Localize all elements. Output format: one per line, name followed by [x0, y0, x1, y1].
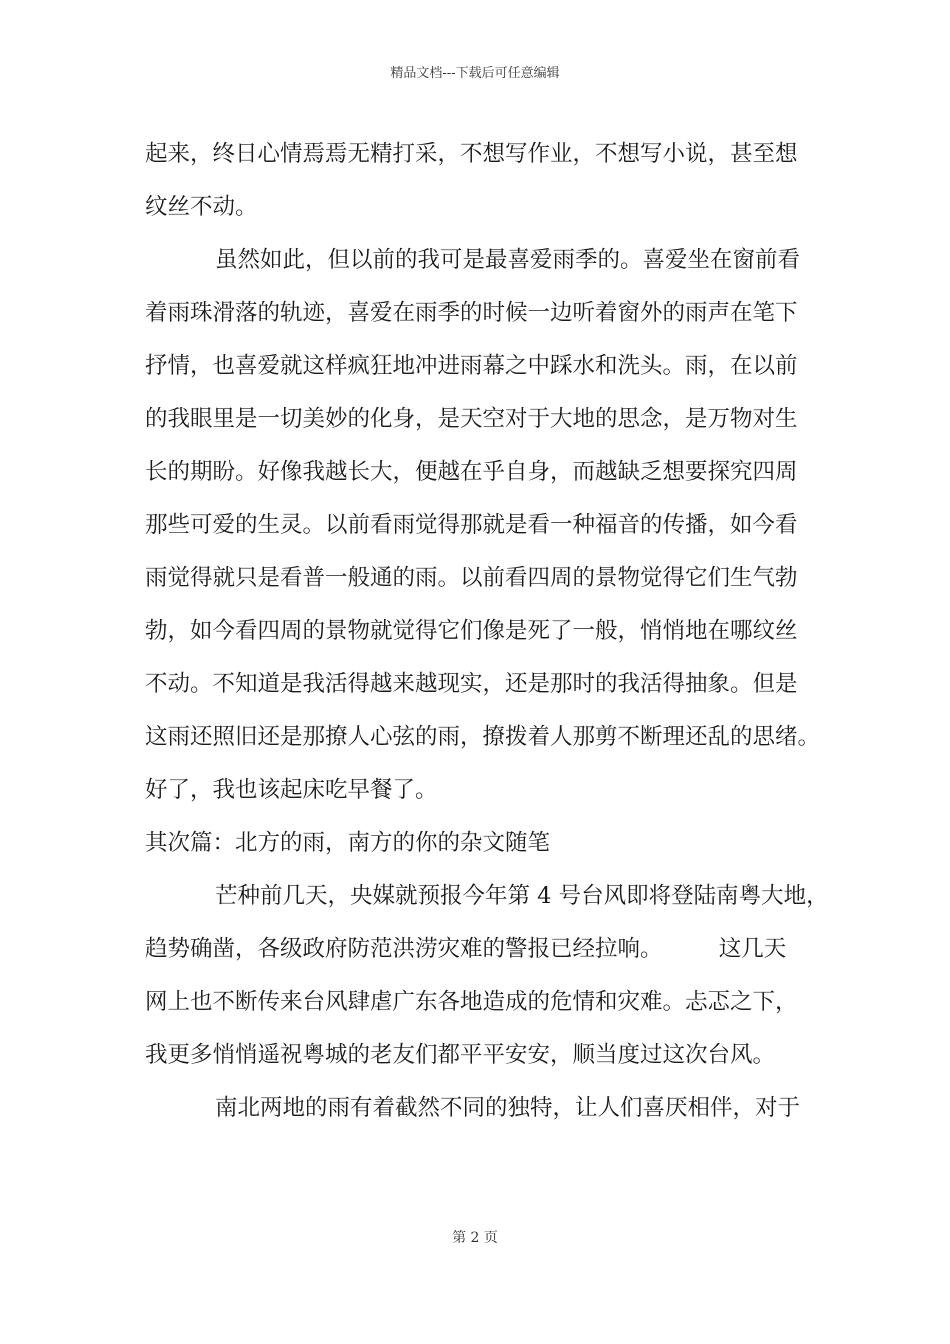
page-number: 第 2 页	[452, 1230, 498, 1246]
text-line: 不动。不知道是我活得越来越现实，还是那时的我活得抽象。但是	[145, 671, 798, 697]
text-line: 纹丝不动。	[145, 194, 258, 220]
text-line: 雨觉得就只是看普一般通的雨。以前看四周的景物觉得它们生气勃	[145, 565, 798, 591]
text-line: 着雨珠滑落的轨迹，喜爱在雨季的时候一边听着窗外的雨声在笔下	[145, 300, 798, 326]
text-line: 芒种前几天，央媒就预报今年第 4 号台风即将登陆南粤大地，	[215, 883, 829, 909]
text-line: 抒情，也喜爱就这样疯狂地冲进雨幕之中踩水和洗头。雨，在以前	[145, 353, 798, 379]
text-line: 长的期盼。好像我越长大，便越在乎自身，而越缺乏想要探究四周	[145, 459, 798, 485]
section-heading: 其次篇：北方的雨，南方的你的杂文随笔	[145, 830, 551, 856]
text-line: 南北两地的雨有着截然不同的独特，让人们喜厌相伴，对于	[215, 1095, 801, 1121]
text-line: 那些可爱的生灵。以前看雨觉得那就是看一种福音的传播，如今看	[145, 512, 798, 538]
text-line: 的我眼里是一切美妙的化身，是天空对于大地的思念，是万物对生	[145, 406, 798, 432]
text-line: 起来，终日心情焉焉无精打采，不想写作业，不想写小说，甚至想	[145, 141, 798, 167]
text-line: 这雨还照旧还是那撩人心弦的雨，撩拨着人那剪不断理还乱的思绪。	[145, 724, 821, 750]
text-line: 虽然如此，但以前的我可是最喜爱雨季的。喜爱坐在窗前看	[215, 247, 801, 273]
body-text	[145, 128, 829, 1135]
text-line: 我更多悄悄遥祝粤城的老友们都平平安安，顺当度过这次台风。	[145, 1042, 776, 1068]
text-line: 网上也不断传来台风肆虐广东各地造成的危情和灾难。忐忑之下，	[145, 989, 798, 1015]
page-header: 精品文档---下载后可任意编辑	[390, 66, 560, 81]
text-line: 趋势确凿，各级政府防范洪涝灾难的警报已经拉响。 这几天	[145, 936, 787, 962]
text-line: 勃，如今看四周的景物就觉得它们像是死了一般，悄悄地在哪纹丝	[145, 618, 798, 644]
text-line: 好了，我也该起床吃早餐了。	[145, 777, 438, 803]
